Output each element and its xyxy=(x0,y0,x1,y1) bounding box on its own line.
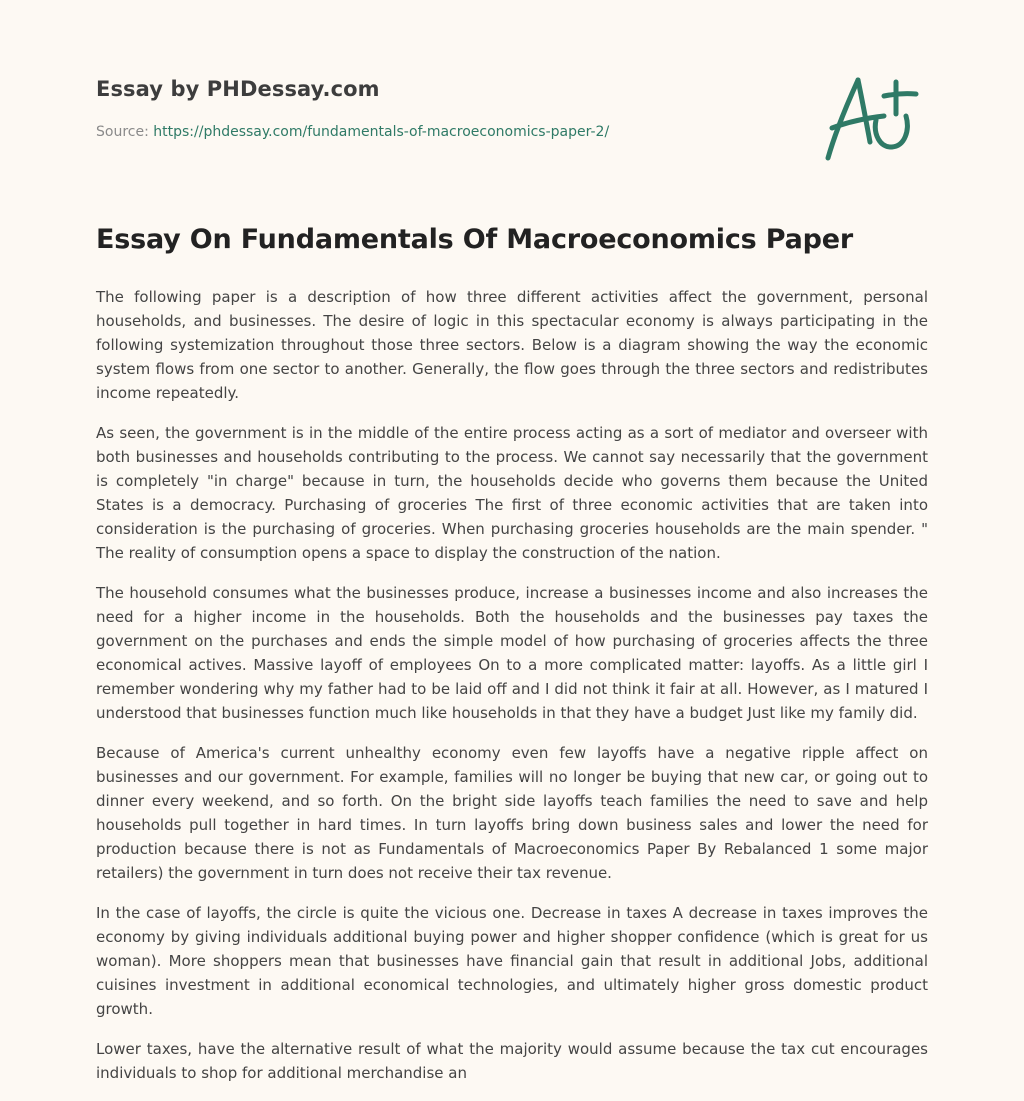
essay-paragraph: Because of America's current unhealthy economy even few layoffs have a negative ripple affect on businesses and our government. For example, families will no longer be buying that new car, or going out to dinner every weekend, and so forth. On the bright side layoffs teach families the need to save and help households pull together in hard times. In turn layoffs bring down business sales and lower the need for production because there is not as Fundamentals of Macroeconomics Paper By Rebalanced 1 some major retailers) the government in turn does not receive their tax revenue. xyxy=(96,744,928,882)
essay-paragraph: Lower taxes, have the alternative result of what the majority would assume because the tax cut encourages individuals to shop for additional merchandise an xyxy=(96,1040,928,1082)
a-plus-logo-icon xyxy=(818,68,928,164)
source-line xyxy=(96,124,609,140)
source-link[interactable]: https://phdessay.com/fundamentals-of-macroeconomics-paper-2/ xyxy=(153,124,610,140)
essay-paragraph: The following paper is a description of how three different activities affect the government, personal households, and businesses. The desire of logic in this spectacular economy is always participating in the following systemization throughout those three sectors. Below is a diagram showing the way the economic system flows from one sector to another. Generally, the flow goes through the three sectors and redistributes income repeatedly. xyxy=(96,288,928,402)
essay-paragraph: In the case of layoffs, the circle is quite the vicious one. Decrease in taxes A decrease in taxes improves the economy by giving individuals additional buying power and higher shopper confidence (which is great for us woman). More shoppers mean that businesses have financial gain that result in additional Jobs, additional cuisines investment in additional economical technologies, and ultimately higher gross domestic product growth. xyxy=(96,904,928,1018)
source-label: Source: xyxy=(96,124,154,140)
essay-title: Essay On Fundamentals Of Macroeconomics Paper xyxy=(96,224,853,255)
site-brand: Essay by PHDessay.com xyxy=(96,77,380,101)
essay-body xyxy=(96,285,928,1101)
essay-paragraph: The household consumes what the businesses produce, increase a businesses income and also increases the need for a higher income in the households. Both the households and the businesses pay taxes the government on the purchases and ends the simple model of how purchasing of groceries affects the three economical actives. Massive layoff of employees On to a more complicated matter: layoffs. As a little girl I remember wondering why my father had to be laid off and I did not think it fair at all. However, as I matured I understood that businesses function much like households in that they have a budget Just like my family did. xyxy=(96,584,928,722)
essay-paragraph: As seen, the government is in the middle of the entire process acting as a sort of mediator and overseer with both businesses and households contributing to the process. We cannot say necessarily that the government is completely "in charge" because in turn, the households decide who governs them because the United States is a democracy. Purchasing of groceries The first of three economic activities that are taken into consideration is the purchasing of groceries. When purchasing groceries households are the main spender. " The reality of consumption opens a space to display the construction of the nation. xyxy=(96,424,928,562)
